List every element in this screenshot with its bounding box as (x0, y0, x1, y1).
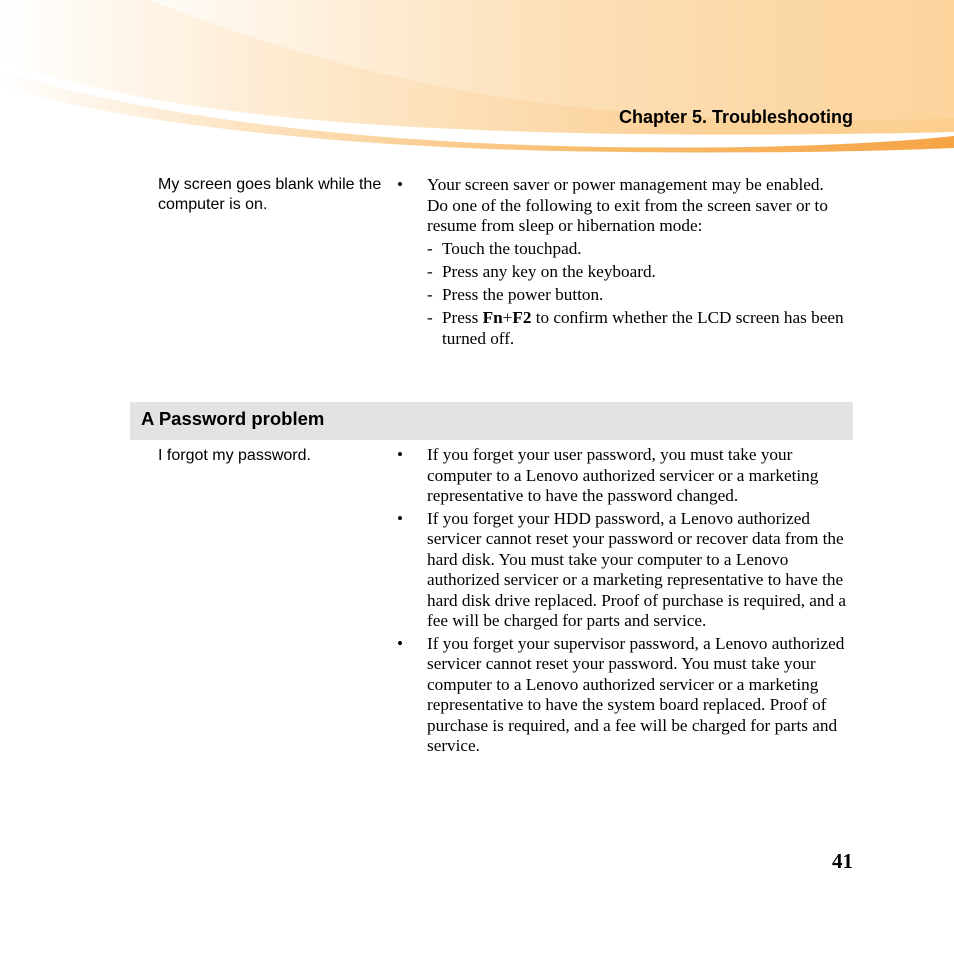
bullet-symbol: • (397, 175, 404, 194)
sub-item (397, 285, 847, 306)
bullet-symbol: • (397, 445, 404, 464)
sub-item-suffix: to confirm whether the LCD screen has been turned off. (442, 308, 844, 348)
solution-forgot-password (397, 445, 847, 757)
header-banner (0, 0, 954, 160)
solution-blank-screen (397, 175, 847, 349)
sub-item-prefix: Press (442, 308, 483, 327)
sub-item (397, 239, 847, 260)
sub-item-text: Press the power button. (442, 285, 604, 304)
symptom-blank-screen: My screen goes blank while the computer is on. (158, 176, 382, 213)
sub-item (397, 262, 847, 283)
dash-symbol: - (427, 262, 433, 281)
sub-item-text: Press any key on the keyboard. (442, 262, 656, 281)
sub-item (397, 308, 847, 349)
key-fn: Fn (482, 308, 503, 327)
bullet-item (397, 445, 847, 507)
dash-symbol: - (427, 308, 433, 327)
sub-item-text: Touch the touchpad. (442, 239, 582, 258)
bullet-symbol: • (397, 508, 404, 528)
chapter-title: Chapter 5. Troubleshooting (618, 107, 853, 127)
key-plus: + (502, 308, 513, 327)
bullet-text: If you forget your HDD password, a Lenovo authorized servicer cannot reset your password or recover data from the hard disk. You must take your computer to a Lenovo authorized servicer or a marketing representative to have the hard disk drive replaced. Proof of purchase is required, and a fee will be charged for parts and service. (427, 508, 847, 630)
section-header-password (130, 402, 853, 440)
bullet-item (397, 634, 847, 757)
bullet-symbol: • (397, 633, 404, 653)
dash-symbol: - (427, 239, 433, 258)
bullet-item (397, 509, 847, 632)
bullet-item (397, 175, 847, 237)
bullet-text: If you forget your user password, you must take your computer to a Lenovo authorized servicer or a marketing representative to have the password changed. (427, 445, 819, 505)
bullet-text: Your screen saver or power management may be enabled. Do one of the following to exit from the screen saver or to resume from sleep or hibernation mode: (427, 175, 828, 235)
dash-symbol: - (427, 285, 433, 304)
section-title: A Password problem (141, 408, 325, 429)
symptom-forgot-password: I forgot my password. (158, 447, 311, 464)
bullet-text: If you forget your supervisor password, a Lenovo authorized servicer cannot reset your password. You must take your computer to a Lenovo authorized servicer or a marketing representative to have the system board replaced. Proof of purchase is required, and a fee will be charged for parts and service. (427, 633, 845, 755)
page-number: 41 (832, 849, 853, 873)
key-f2: F2 (512, 308, 532, 327)
